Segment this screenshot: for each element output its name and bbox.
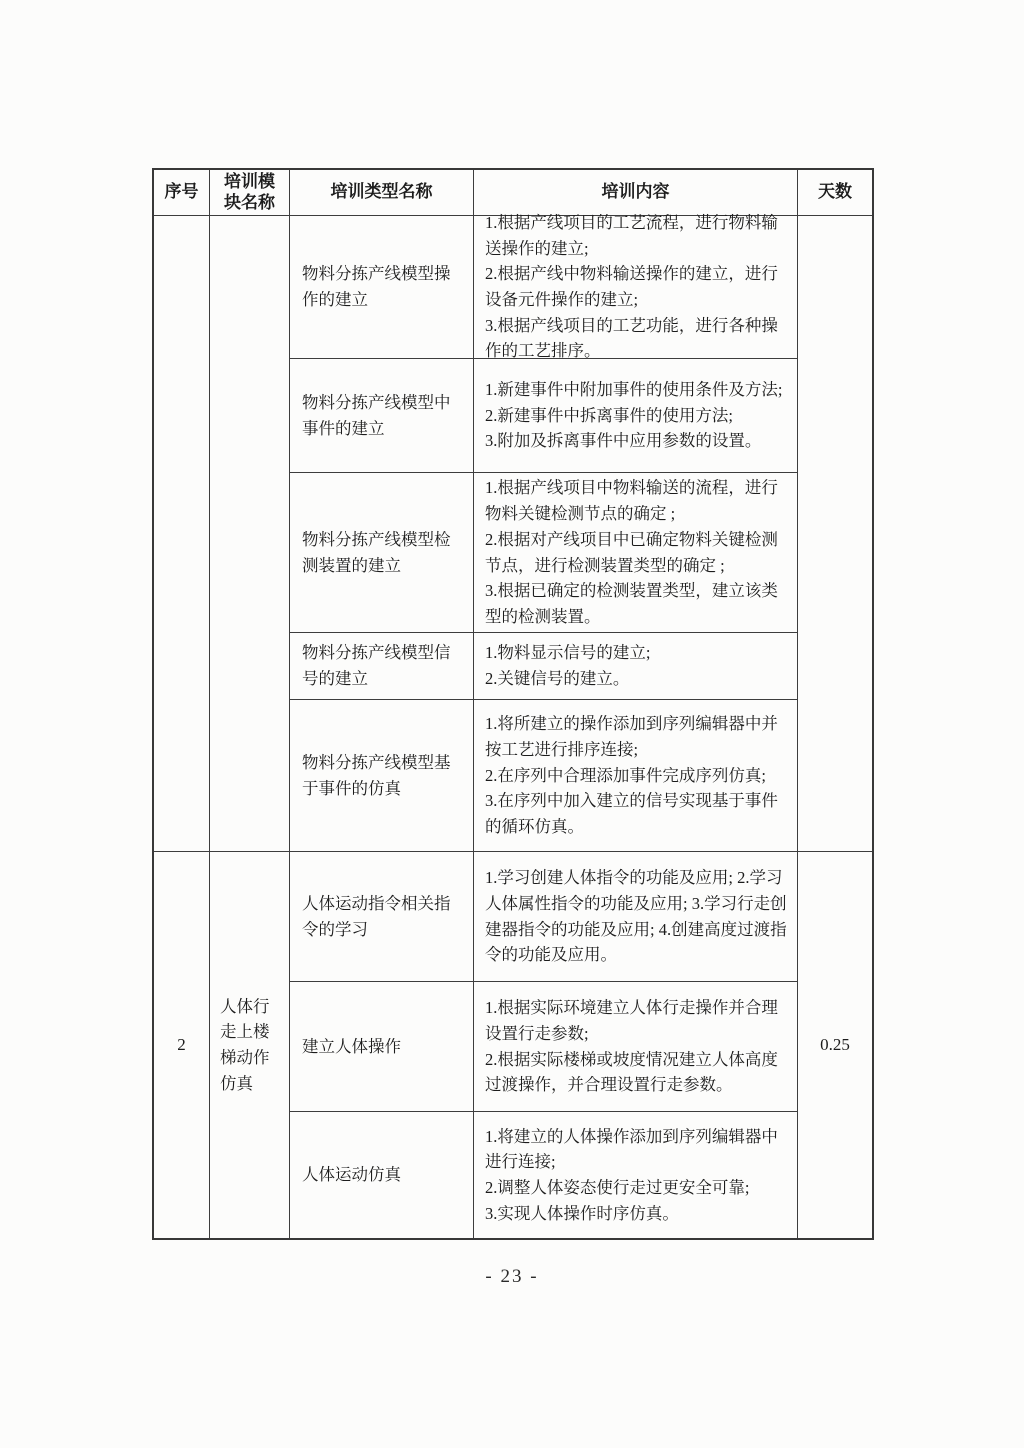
- section2-days-cell: 0.25: [820, 1035, 850, 1054]
- content-line: 2.在序列中合理添加事件完成序列仿真;: [485, 765, 766, 785]
- content-line: 2.调整人体姿态使行走过更安全可靠;: [485, 1178, 750, 1197]
- content-line: 2.根据对产线项目中已确定物料关键检测节点，进行检测装置类型的确定 ;: [485, 529, 778, 575]
- content-cell-row3: [474, 473, 798, 633]
- content-line: 2.新建事件中拆离事件的使用方法;: [485, 405, 733, 425]
- type-cell-row2: 物料分拣产线模型中事件的建立: [290, 359, 474, 473]
- content-line: 1.新建事件中附加事件的使用条件及方法;: [485, 379, 783, 399]
- content-line: 3.根据产线项目的工艺功能，进行各种操作的工艺排序。: [485, 315, 778, 361]
- content-line: 3.实现人体操作时序仿真。: [485, 1203, 679, 1223]
- content-cell-row2: [474, 359, 798, 473]
- section2-index-cell: 2: [154, 852, 210, 1238]
- type-cell-row6: 人体运动指令相关指令的学习: [290, 852, 474, 982]
- content-line: 2.根据产线中物料输送操作的建立，进行设备元件操作的建立;: [485, 264, 778, 309]
- page-number: - 23 -: [485, 1266, 539, 1287]
- content-line: 1.将建立的人体操作添加到序列编辑器中进行连接;: [485, 1126, 778, 1172]
- table-section-1: [154, 212, 872, 852]
- section2-module-cell: 人体行走上楼梯动作仿真: [210, 852, 290, 1238]
- content-line: 1.根据产线项目的工艺流程，进行物料输送操作的建立;: [485, 212, 778, 258]
- content-line: 3.附加及拆离事件中应用参数的设置。: [485, 431, 762, 451]
- type-cell-row1: 物料分拣产线模型操作的建立: [290, 216, 474, 359]
- header-index: 序号: [154, 170, 210, 215]
- section1-days-cell: [798, 216, 872, 851]
- content-cell-row1: [474, 212, 798, 361]
- content-line: 2.根据实际楼梯或坡度情况建立人体高度过渡操作，并合理设置行走参数。: [485, 1049, 778, 1095]
- type-cell-row5: 物料分拣产线模型基于事件的仿真: [290, 700, 474, 851]
- type-cell-row8: 人体运动仿真: [290, 1112, 474, 1238]
- content-line: 3.根据已确定的检测装置类型，建立该类型的检测装置。: [485, 581, 778, 626]
- type-cell-row7: 建立人体操作: [290, 982, 474, 1112]
- content-line: 2.关键信号的建立。: [485, 669, 630, 688]
- content-line: 3.在序列中加入建立的信号实现基于事件的循环仿真。: [485, 791, 778, 837]
- content-line: 1.根据产线项目中物料输送的流程，进行物料关键检测节点的确定 ;: [485, 478, 778, 524]
- type-cell-row3: 物料分拣产线模型检测装置的建立: [290, 473, 474, 633]
- section1-module-cell: [210, 216, 290, 851]
- header-days: 天数: [818, 182, 852, 202]
- section1-index-cell: [154, 216, 210, 851]
- content-cell-row5: [474, 700, 798, 851]
- content-cell-row4: [474, 633, 798, 700]
- content-line: 1.学习创建人体指令的功能及应用; 2.学习人体属性指令的功能及应用; 3.学习行走创建器指令的功能及应用; 4.创建高度过渡指令的功能及应用。: [485, 868, 787, 965]
- header-type: 培训类型名称: [290, 170, 474, 215]
- content-cell-row6: [474, 852, 798, 982]
- content-line: 1.物料显示信号的建立;: [485, 643, 651, 663]
- header-content: 培训内容: [474, 170, 798, 215]
- content-line: 1.根据实际环境建立人体行走操作并合理设置行走参数;: [485, 998, 778, 1043]
- header-module: 培训模块名称: [210, 170, 290, 215]
- content-line: 1.将所建立的操作添加到序列编辑器中并按工艺进行排序连接;: [485, 714, 778, 759]
- training-table: [152, 168, 874, 1240]
- type-cell-row4: 物料分拣产线模型信号的建立: [290, 633, 474, 700]
- content-cell-row7: [474, 982, 798, 1112]
- content-cell-row8: [474, 1112, 798, 1238]
- table-section-2: [154, 852, 872, 1238]
